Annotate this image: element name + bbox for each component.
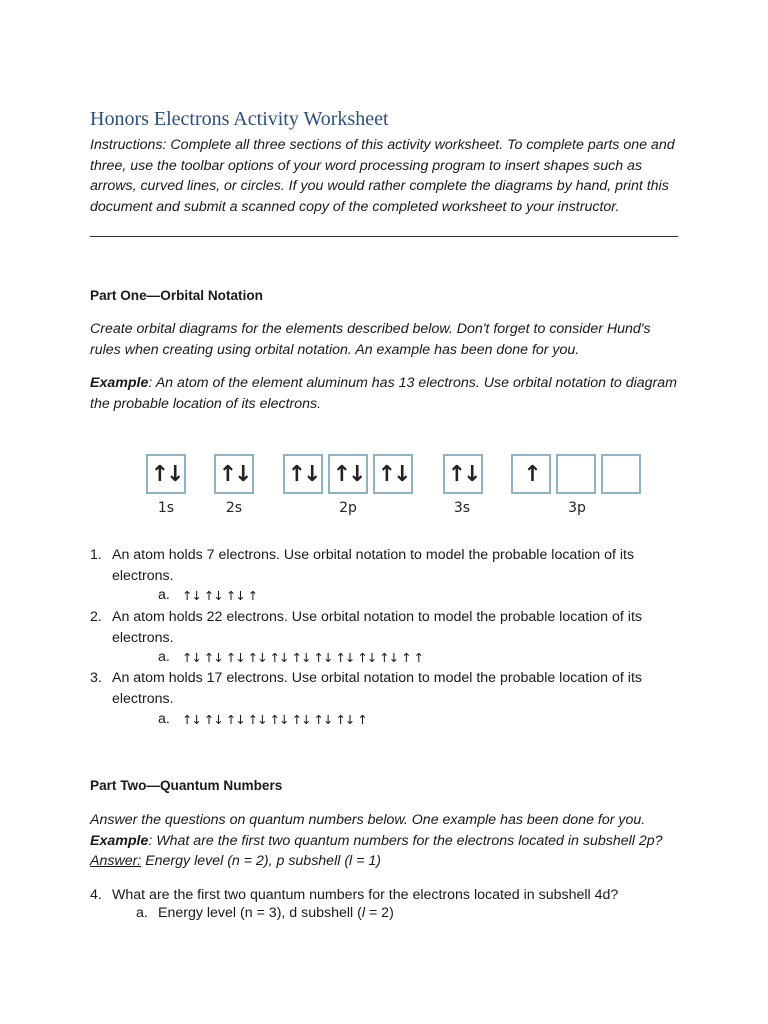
orbital-label-3s: 3s xyxy=(453,500,471,516)
part-one-heading: Part One—Orbital Notation xyxy=(90,288,263,303)
question-3-number: 3. xyxy=(90,670,102,686)
part-two-example-label: Example xyxy=(90,832,149,849)
title-divider xyxy=(90,236,678,237)
orbital-label-2s: 2s xyxy=(225,500,243,516)
part-two-answer-label: Answer: xyxy=(90,853,142,870)
orbital-box-3p-3 xyxy=(601,454,641,494)
part-one-example xyxy=(90,373,680,414)
orbital-box-1s: ↑↓ xyxy=(146,454,186,494)
orbital-label-2p: 2p xyxy=(339,500,357,516)
part-two-intro xyxy=(90,810,680,872)
question-3-text: An atom holds 17 electrons. Use orbital notation to model the probable location of its electrons. xyxy=(112,670,642,707)
question-4-answer-l: l xyxy=(361,905,366,921)
orbital-box-2p-3: ↑↓ xyxy=(373,454,413,494)
orbital-box-2p-1: ↑↓ xyxy=(283,454,323,494)
instructions: Instructions: Complete all three sections of this activity worksheet. To complete parts one and three, use the toolbar options of your word processing program to insert shapes such as arrows, curved lines, or circles. If you would rather complete the diagrams by hand, print this document and submit a scanned copy of the completed worksheet to your instructor. xyxy=(90,137,675,215)
part-one-intro: Create orbital diagrams for the elements described below. Don't forget to consider Hund's rules when creating using orbital notation. An example has been done for you. xyxy=(90,321,651,358)
question-1-answer: ↑↓ ↑↓ ↑↓ ↑ xyxy=(182,588,258,603)
orbital-box-3p-2 xyxy=(556,454,596,494)
orbital-box-2s: ↑↓ xyxy=(214,454,254,494)
question-1-answer-letter: a. xyxy=(158,587,170,603)
question-2-answer-letter: a. xyxy=(158,649,170,665)
question-3-answer-letter: a. xyxy=(158,711,170,727)
example-text: : An atom of the element aluminum has 13 electrons. Use orbital notation to diagram the probable location of its electrons. xyxy=(90,375,677,412)
question-2-answer: ↑↓ ↑↓ ↑↓ ↑↓ ↑↓ ↑↓ ↑↓ ↑↓ ↑↓ ↑↓ ↑ ↑ xyxy=(182,650,424,665)
question-4-answer-part-a: Energy level (n = 3), d subshell ( xyxy=(158,905,362,921)
question-3-answer: ↑↓ ↑↓ ↑↓ ↑↓ ↑↓ ↑↓ ↑↓ ↑↓ ↑ xyxy=(182,712,367,727)
question-1-number: 1. xyxy=(90,547,102,563)
question-1-text: An atom holds 7 electrons. Use orbital notation to model the probable location of its electrons. xyxy=(112,547,635,584)
part-two-intro-text: Answer the questions on quantum numbers below. One example has been done for you. xyxy=(90,812,646,828)
example-label: Example xyxy=(90,375,149,391)
question-4-answer xyxy=(158,905,394,921)
orbital-box-3p-1: ↑ xyxy=(511,454,551,494)
orbital-box-3s: ↑↓ xyxy=(443,454,483,494)
question-4-answer-part-b: = 2) xyxy=(365,905,394,921)
question-2-text: An atom holds 22 electrons. Use orbital notation to model the probable location of its electrons. xyxy=(112,609,642,646)
orbital-label-3p: 3p xyxy=(568,500,586,516)
question-4-answer-letter: a. xyxy=(136,905,148,921)
question-4-text: What are the first two quantum numbers for the electrons located in subshell 4d? xyxy=(112,887,619,903)
part-two-answer-text: Energy level (n = 2), p subshell (l = 1) xyxy=(141,853,381,870)
part-two-heading: Part Two—Quantum Numbers xyxy=(90,778,283,793)
part-two-example-text: : What are the first two quantum numbers for the electrons located in subshell 2p? xyxy=(148,832,663,849)
question-2-number: 2. xyxy=(90,609,102,625)
orbital-box-2p-2: ↑↓ xyxy=(328,454,368,494)
question-4-number: 4. xyxy=(90,887,102,903)
orbital-label-1s: 1s xyxy=(157,500,175,516)
worksheet-title: Honors Electrons Activity Worksheet xyxy=(90,108,389,130)
